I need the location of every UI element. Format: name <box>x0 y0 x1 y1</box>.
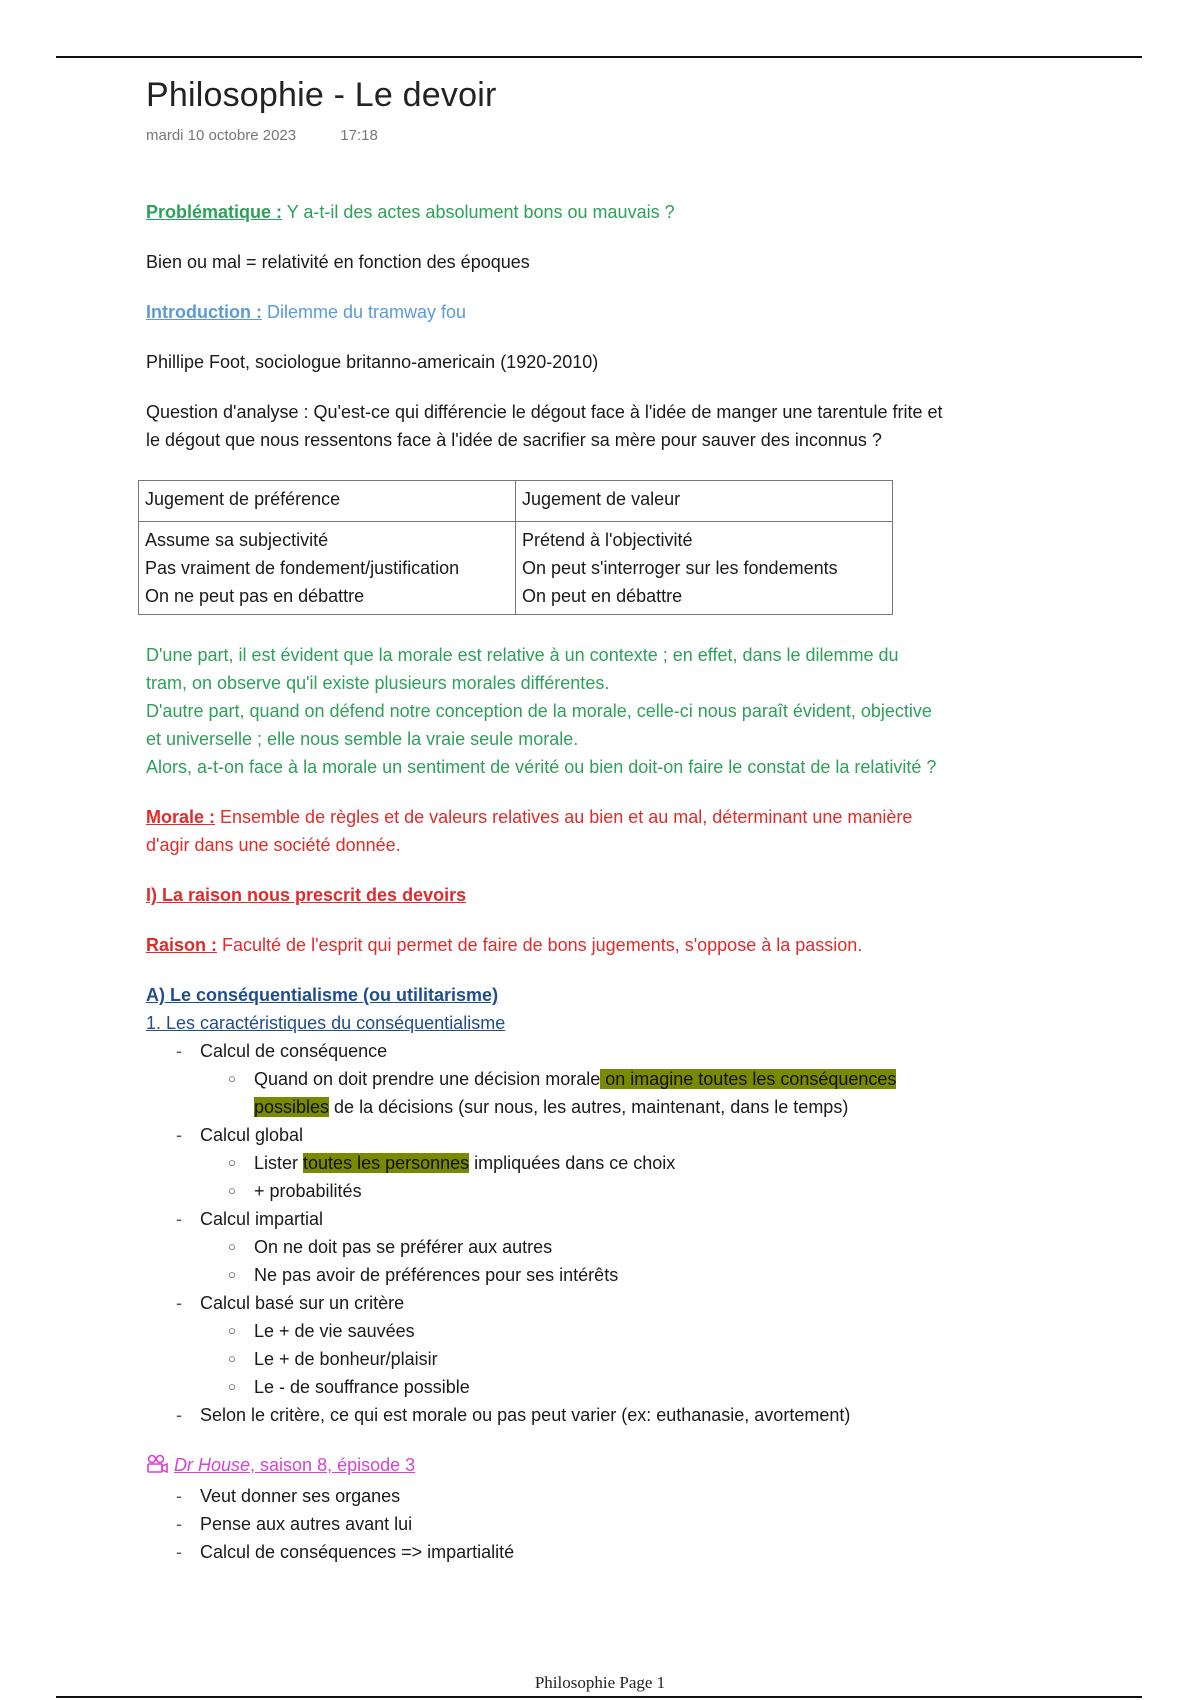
consequentialism-list <box>146 1037 1096 1429</box>
raison-label: Raison : <box>146 935 218 955</box>
page-date: mardi 10 octobre 2023 <box>146 127 297 144</box>
question-line-2: le dégout que nous ressentons face à l'idée de sacrifier sa mère pour sauver des inconnus ? <box>146 430 882 450</box>
top-rule <box>56 56 1142 58</box>
green-line: tram, on observe qu'il existe plusieurs morales différentes. <box>146 673 610 693</box>
list-item <box>146 1037 1096 1121</box>
problematique-label: Problématique : <box>146 202 283 222</box>
raison-text: Faculté de l'esprit qui permet de faire de bons jugements, s'oppose à la passion. <box>217 935 863 955</box>
dr-house-episode: , saison 8, épisode 3 <box>250 1455 416 1475</box>
morale-line-1 <box>146 803 1096 831</box>
list-item <box>146 1205 1096 1289</box>
table-cell-valeur <box>516 522 893 615</box>
judgement-table <box>138 480 893 615</box>
sub-list <box>200 1065 1096 1121</box>
table-cell-line: Prétend à l'objectivité <box>522 530 693 550</box>
problematique-text: Y a-t-il des actes absolument bons ou mauvais ? <box>282 202 675 222</box>
list-item: - Pense aux autres avant lui <box>146 1510 1096 1538</box>
introduction-label: Introduction : <box>146 302 262 322</box>
highlighted-text: on imagine toutes les conséquences <box>600 1069 897 1089</box>
page-footer: Philosophie Page 1 <box>534 1673 666 1692</box>
highlighted-text: possibles <box>254 1097 330 1117</box>
list-item: - Calcul de conséquences => impartialité <box>146 1538 1096 1566</box>
green-line: D'une part, il est évident que la morale est relative à un contexte ; en effet, dans le dilemme du <box>146 645 899 665</box>
table-cell-line: Pas vraiment de fondement/justification <box>145 558 460 578</box>
bien-mal-line: Bien ou mal = relativité en fonction des époques <box>146 252 530 272</box>
list-item: ○ On ne doit pas se préférer aux autres <box>200 1233 1096 1261</box>
table-header-cell: Jugement de préférence <box>139 481 516 522</box>
list-item <box>146 1121 1096 1205</box>
sub-list <box>200 1233 1096 1289</box>
sub-list <box>200 1317 1096 1401</box>
page-meta <box>146 127 1096 144</box>
green-paragraph <box>146 641 1096 781</box>
list-text: impliquées dans ce choix <box>469 1153 676 1173</box>
morale-label: Morale : <box>146 807 216 827</box>
table-cell-line: On peut s'interroger sur les fondements <box>522 558 838 578</box>
foot-line: Phillipe Foot, sociologue britanno-americain (1920-2010) <box>146 352 599 372</box>
list-item: - Veut donner ses organes <box>146 1482 1096 1510</box>
list-item <box>200 1065 1096 1121</box>
table-header-cell: Jugement de valeur <box>516 481 893 522</box>
green-line: D'autre part, quand on défend notre conception de la morale, celle-ci nous paraît évident, objective <box>146 701 932 721</box>
list-item-label: Calcul global <box>200 1125 304 1145</box>
morale-line-2: d'agir dans une société donnée. <box>146 835 401 855</box>
table-row <box>139 522 893 615</box>
list-item-label: Calcul basé sur un critère <box>200 1293 405 1313</box>
list-item: ○ Le + de bonheur/plaisir <box>200 1345 1096 1373</box>
morale-text: Ensemble de règles et de valeurs relatives au bien et au mal, déterminant une manière <box>215 807 913 827</box>
morale-definition <box>146 803 1096 859</box>
list-item-label: Calcul impartial <box>200 1209 324 1229</box>
list-item: ○ + probabilités <box>200 1177 1096 1205</box>
page-title: Philosophie - Le devoir <box>146 76 497 114</box>
table-cell-line: On peut en débattre <box>522 586 683 606</box>
introduction-text: Dilemme du tramway fou <box>261 302 467 322</box>
list-text: Lister <box>254 1153 304 1173</box>
film-projector-icon <box>146 1454 168 1482</box>
bottom-rule <box>56 1696 1142 1698</box>
page-time: 17:18 <box>340 127 378 144</box>
list-item: ○ Le - de souffrance possible <box>200 1373 1096 1401</box>
introduction <box>146 298 1096 326</box>
table-cell-line: Assume sa subjectivité <box>145 530 329 550</box>
list-item: - Selon le critère, ce qui est morale ou pas peut varier (ex: euthanasie, avortement) <box>146 1401 1096 1429</box>
dr-house-list <box>146 1482 1096 1566</box>
list-item <box>146 1289 1096 1401</box>
list-text: de la décisions (sur nous, les autres, maintenant, dans le temps) <box>329 1097 849 1117</box>
list-item: ○ Le + de vie sauvées <box>200 1317 1096 1345</box>
list-text: Quand on doit prendre une décision morale <box>254 1069 601 1089</box>
question-line-1: Question d'analyse : Qu'est-ce qui différencie le dégout face à l'idée de manger une tarentule frite et <box>146 402 943 422</box>
table-header-row <box>139 481 893 522</box>
green-line: et universelle ; elle nous semble la vraie seule morale. <box>146 729 579 749</box>
dr-house-title: Dr House <box>174 1455 251 1475</box>
sub-list <box>200 1149 1096 1205</box>
page-content <box>146 76 1096 1566</box>
list-item: ○ Ne pas avoir de préférences pour ses intérêts <box>200 1261 1096 1289</box>
list-item <box>200 1149 1096 1177</box>
highlighted-text: toutes les personnes <box>303 1153 470 1173</box>
green-line: Alors, a-t-on face à la morale un sentiment de vérité ou bien doit-on faire le constat de la relativité ? <box>146 757 937 777</box>
dr-house-reference <box>146 1451 1096 1482</box>
section-a-heading: A) Le conséquentialisme (ou utilitarisme) <box>146 985 499 1005</box>
raison-definition <box>146 931 1096 959</box>
section-1-heading: I) La raison nous prescrit des devoirs <box>146 885 467 905</box>
table-cell-preference <box>139 522 516 615</box>
list-item-label: Calcul de conséquence <box>200 1041 388 1061</box>
subsection-1-heading: 1. Les caractéristiques du conséquentialisme <box>146 1013 506 1033</box>
table-cell-line: On ne peut pas en débattre <box>145 586 365 606</box>
problematique <box>146 198 1096 226</box>
